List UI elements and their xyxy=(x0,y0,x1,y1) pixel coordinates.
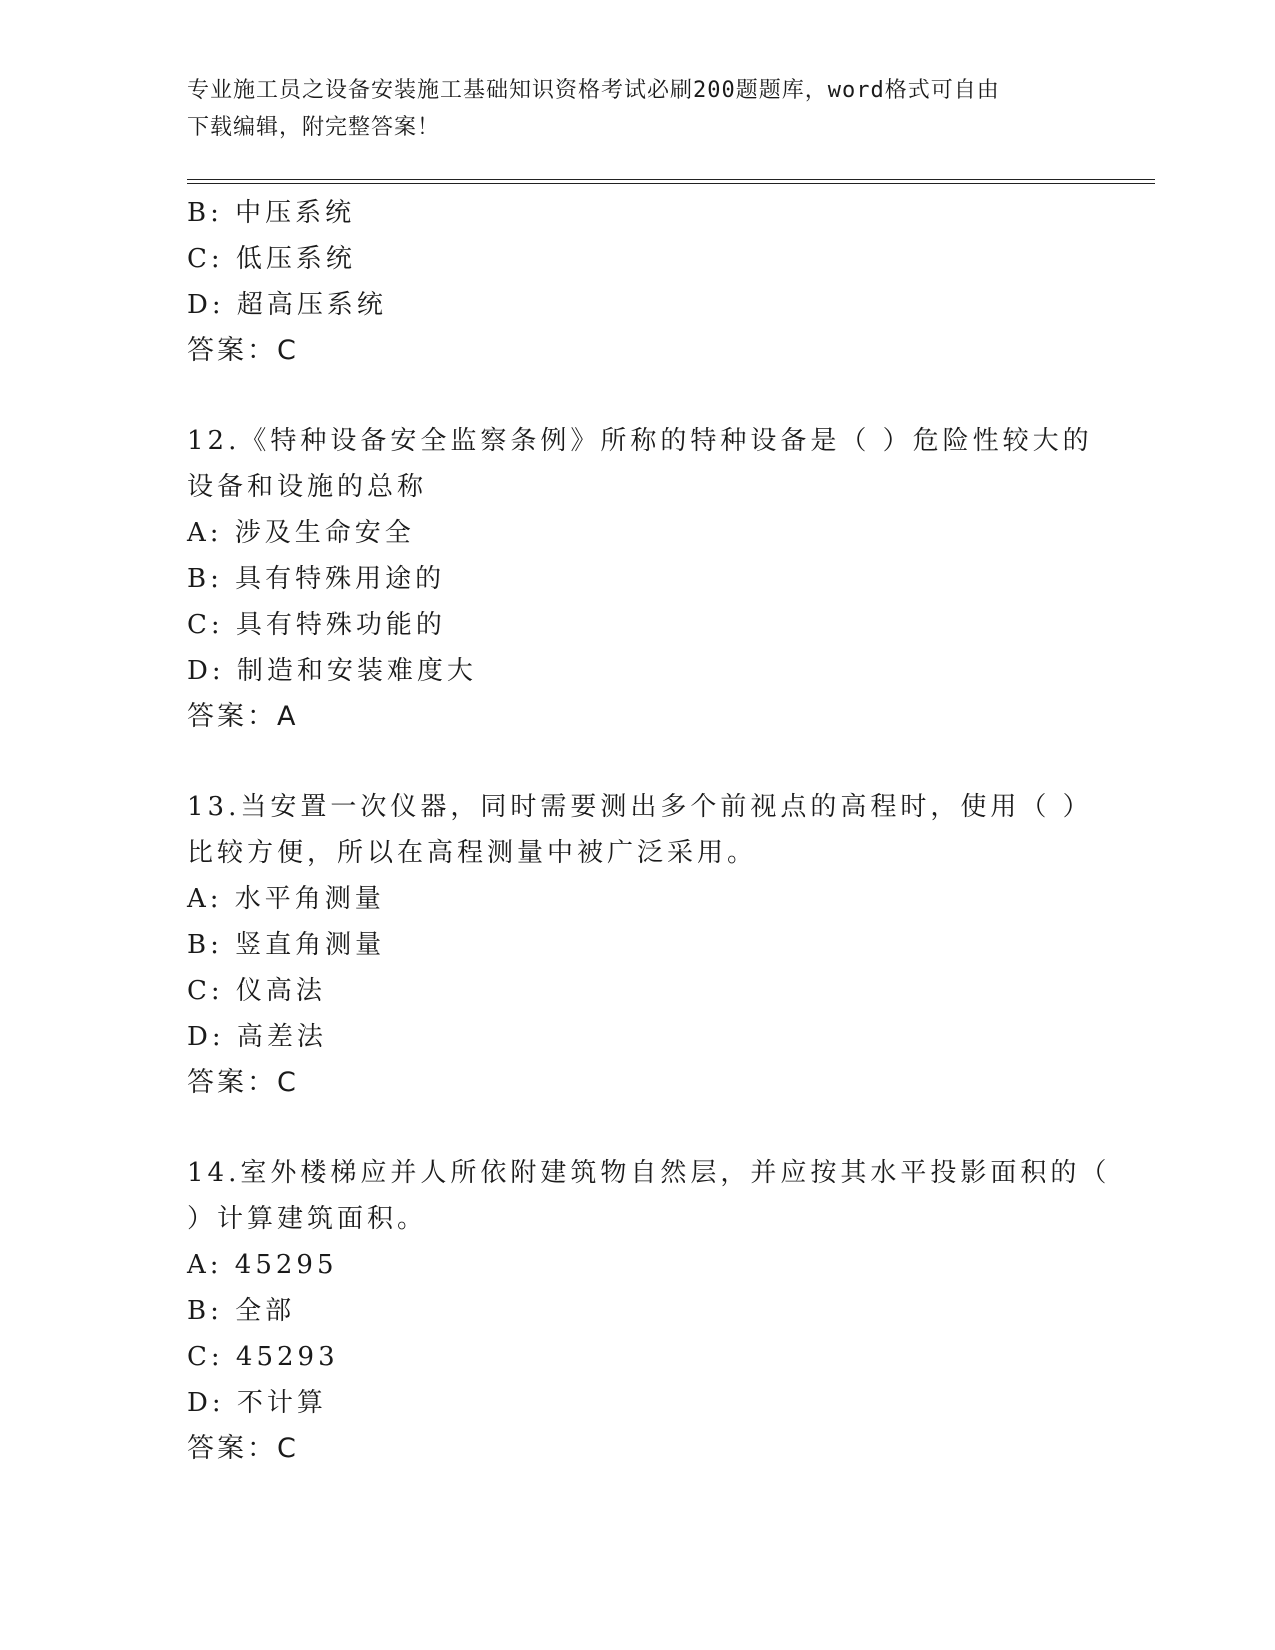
option-d: D: 不计算 xyxy=(187,1388,327,1418)
option-b: B: 具有特殊用途的 xyxy=(187,564,446,594)
header-divider xyxy=(187,179,1155,184)
answer-line: 答案：A xyxy=(187,701,299,732)
option-a: A: 水平角测量 xyxy=(187,884,385,914)
option-d: D: 超高压系统 xyxy=(187,290,387,320)
option-c: C: 仪高法 xyxy=(187,976,326,1006)
question-stem-line: 设备和设施的总称 xyxy=(187,472,428,502)
question-stem-line: 13.当安置一次仪器，同时需要测出多个前视点的高程时，使用（ ） xyxy=(187,792,1093,822)
answer-line: 答案：C xyxy=(187,1433,299,1464)
question-14 xyxy=(187,1150,1111,1472)
option-d: D: 制造和安装难度大 xyxy=(187,656,477,686)
spacer xyxy=(187,1106,1087,1150)
answer-line: 答案：C xyxy=(187,1067,299,1098)
option-b: B: 竖直角测量 xyxy=(187,930,386,960)
question-stem-line: ）计算建筑面积。 xyxy=(187,1204,428,1234)
option-b: B: 全部 xyxy=(187,1296,296,1326)
option-b: B: 中压系统 xyxy=(187,198,356,228)
option-c: C: 具有特殊功能的 xyxy=(187,610,446,640)
option-d: D: 高差法 xyxy=(187,1022,327,1052)
page-header xyxy=(187,72,1067,146)
answer-line: 答案：C xyxy=(187,335,299,366)
question-stem-line: 12.《特种设备安全监察条例》所称的特种设备是（ ）危险性较大的 xyxy=(187,426,1093,456)
document-title-line-1: 专业施工员之设备安装施工基础知识资格考试必刷200题题库，word格式可自由 xyxy=(187,78,1000,103)
spacer xyxy=(187,740,1087,784)
option-a: A: 45295 xyxy=(187,1250,338,1280)
question-stem-line: 14.室外楼梯应并人所依附建筑物自然层，并应按其水平投影面积的（ xyxy=(187,1158,1111,1188)
option-c: C: 45293 xyxy=(187,1342,339,1372)
question-13 xyxy=(187,784,1093,1106)
question-stem-line: 比较方便，所以在高程测量中被广泛采用。 xyxy=(187,838,758,868)
question-12 xyxy=(187,418,1093,740)
option-a: A: 涉及生命安全 xyxy=(187,518,415,548)
question-11-continued xyxy=(187,190,1087,374)
spacer xyxy=(187,374,1087,418)
document-title-line-2: 下载编辑，附完整答案！ xyxy=(187,115,441,140)
question-list xyxy=(187,190,1111,1472)
option-c: C: 低压系统 xyxy=(187,244,356,274)
